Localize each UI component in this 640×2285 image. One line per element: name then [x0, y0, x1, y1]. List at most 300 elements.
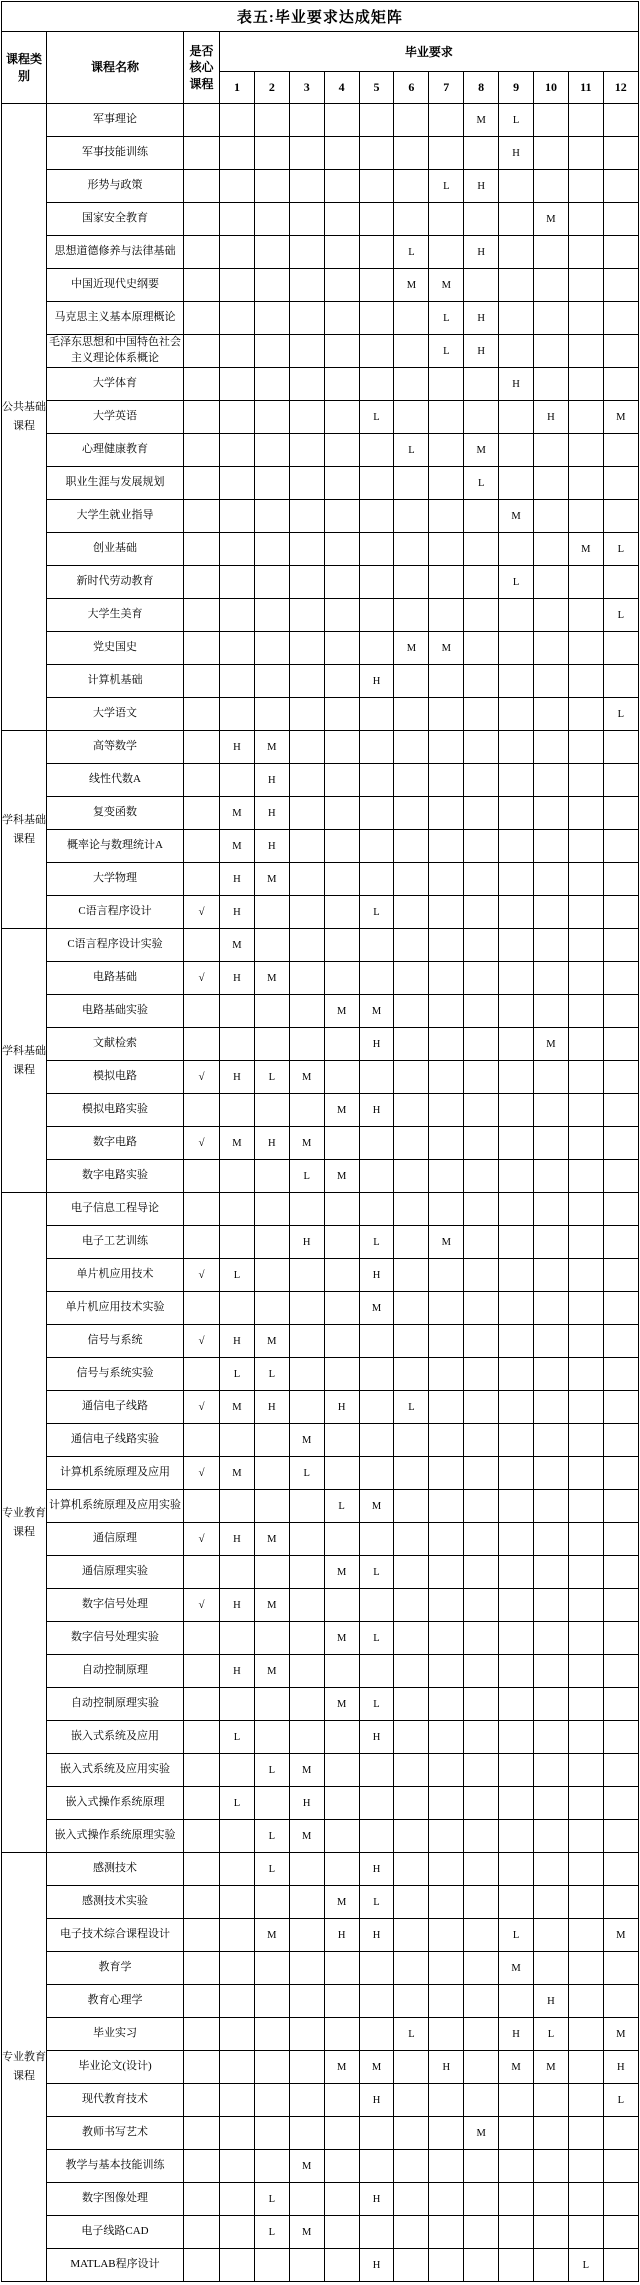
- course-name-cell: 模拟电路实验: [47, 1094, 184, 1127]
- requirement-12-mark-cell: [603, 302, 638, 335]
- course-row: [2, 1655, 639, 1688]
- requirement-5-mark-cell: [359, 1457, 394, 1490]
- course-name-cell: 大学体育: [47, 368, 184, 401]
- course-name-cell: 中国近现代史纲要: [47, 269, 184, 302]
- title-row: [2, 2, 639, 32]
- requirement-11-mark-cell: [568, 1787, 603, 1820]
- course-name-cell: 电子信息工程导论: [47, 1193, 184, 1226]
- course-row: [2, 2249, 639, 2282]
- requirement-3-mark-cell: [289, 896, 324, 929]
- requirement-10-mark-cell: [534, 533, 569, 566]
- core-course-checkmark-cell: √: [184, 1127, 220, 1160]
- requirement-8-mark-cell: [464, 995, 499, 1028]
- course-row: [2, 2216, 639, 2249]
- requirement-9-mark-cell: H: [499, 137, 534, 170]
- requirement-4-mark-cell: [324, 368, 359, 401]
- course-row: [2, 1193, 639, 1226]
- requirement-2-mark-cell: H: [254, 764, 289, 797]
- requirement-10-mark-cell: [534, 896, 569, 929]
- requirement-5-mark-cell: [359, 698, 394, 731]
- course-name-cell: MATLAB程序设计: [47, 2249, 184, 2282]
- requirement-11-mark-cell: [568, 1688, 603, 1721]
- requirement-10-mark-cell: H: [534, 1985, 569, 2018]
- requirement-1-mark-cell: [220, 335, 255, 368]
- requirement-8-mark-cell: [464, 1688, 499, 1721]
- course-name-cell: 党史国史: [47, 632, 184, 665]
- requirement-6-mark-cell: [394, 137, 429, 170]
- requirement-9-mark-cell: [499, 896, 534, 929]
- requirement-1-mark-cell: [220, 1886, 255, 1919]
- core-course-cell: [184, 764, 220, 797]
- core-course-cell: [184, 1985, 220, 2018]
- requirement-3-mark-cell: [289, 170, 324, 203]
- course-name-cell: 计算机系统原理及应用: [47, 1457, 184, 1490]
- requirement-2-mark-cell: L: [254, 1853, 289, 1886]
- requirement-5-mark-cell: [359, 1325, 394, 1358]
- requirement-8-mark-cell: [464, 2084, 499, 2117]
- requirement-7-mark-cell: [429, 2249, 464, 2282]
- requirement-12-mark-cell: [603, 995, 638, 1028]
- requirement-10-mark-cell: [534, 2249, 569, 2282]
- requirement-5-mark-cell: [359, 863, 394, 896]
- course-name-cell: 心理健康教育: [47, 434, 184, 467]
- requirement-11-mark-cell: [568, 335, 603, 368]
- core-course-cell: [184, 1556, 220, 1589]
- requirement-11-mark-cell: [568, 599, 603, 632]
- requirement-12-mark-cell: [603, 1457, 638, 1490]
- requirement-8-mark-cell: [464, 1457, 499, 1490]
- requirement-4-mark-cell: [324, 632, 359, 665]
- requirement-6-mark-cell: [394, 2183, 429, 2216]
- requirement-7-mark-cell: [429, 665, 464, 698]
- requirement-5-mark-cell: [359, 269, 394, 302]
- requirement-6-mark-cell: [394, 1226, 429, 1259]
- requirement-4-mark-cell: [324, 1259, 359, 1292]
- requirement-8-mark-cell: [464, 2051, 499, 2084]
- document-page: [0, 1, 640, 2285]
- requirement-11-mark-cell: [568, 1292, 603, 1325]
- requirement-5-mark-cell: M: [359, 995, 394, 1028]
- requirement-5-mark-cell: [359, 566, 394, 599]
- requirement-7-mark-cell: [429, 1754, 464, 1787]
- requirement-12-mark-cell: [603, 203, 638, 236]
- requirement-11-mark-cell: [568, 104, 603, 137]
- requirement-6-mark-cell: L: [394, 236, 429, 269]
- requirement-8-mark-cell: [464, 1754, 499, 1787]
- requirement-4-mark-cell: [324, 1820, 359, 1853]
- requirement-2-mark-cell: [254, 236, 289, 269]
- requirement-5-mark-cell: [359, 434, 394, 467]
- requirement-6-mark-cell: [394, 2084, 429, 2117]
- requirement-7-mark-cell: [429, 1556, 464, 1589]
- requirement-5-mark-cell: [359, 2216, 394, 2249]
- requirement-11-mark-cell: [568, 1028, 603, 1061]
- requirement-6-mark-cell: [394, 1424, 429, 1457]
- requirement-11-mark-cell: [568, 830, 603, 863]
- requirement-1-mark-cell: [220, 203, 255, 236]
- requirement-12-mark-cell: [603, 1622, 638, 1655]
- requirement-1-mark-cell: [220, 632, 255, 665]
- requirement-2-mark-cell: [254, 1787, 289, 1820]
- course-name-cell: 数字图像处理: [47, 2183, 184, 2216]
- requirement-4-mark-cell: [324, 2150, 359, 2183]
- requirement-11-mark-cell: [568, 995, 603, 1028]
- requirement-5-mark-cell: H: [359, 665, 394, 698]
- requirement-4-mark-cell: [324, 2183, 359, 2216]
- requirement-9-mark-cell: [499, 335, 534, 368]
- requirement-5-mark-cell: [359, 632, 394, 665]
- requirement-3-mark-cell: [289, 401, 324, 434]
- requirement-5-mark-cell: [359, 137, 394, 170]
- requirement-11-mark-cell: [568, 1721, 603, 1754]
- requirement-1-mark-cell: [220, 2084, 255, 2117]
- requirement-12-mark-cell: L: [603, 698, 638, 731]
- requirement-7-mark-cell: [429, 533, 464, 566]
- requirement-6-mark-cell: [394, 533, 429, 566]
- requirement-9-mark-cell: [499, 1523, 534, 1556]
- requirement-2-mark-cell: [254, 2084, 289, 2117]
- requirement-1-mark-cell: [220, 566, 255, 599]
- requirement-4-mark-cell: [324, 335, 359, 368]
- requirement-2-mark-cell: [254, 1094, 289, 1127]
- requirement-4-mark-cell: [324, 533, 359, 566]
- core-course-cell: [184, 830, 220, 863]
- requirement-3-mark-cell: [289, 1358, 324, 1391]
- requirement-12-mark-cell: [603, 1655, 638, 1688]
- requirement-9-mark-cell: [499, 698, 534, 731]
- requirement-7-mark-cell: [429, 731, 464, 764]
- requirement-1-mark-cell: M: [220, 929, 255, 962]
- course-name-cell: 高等数学: [47, 731, 184, 764]
- core-course-cell: [184, 1952, 220, 1985]
- requirement-12-mark-cell: M: [603, 1919, 638, 1952]
- core-course-checkmark-cell: √: [184, 1457, 220, 1490]
- requirement-9-mark-cell: [499, 1292, 534, 1325]
- core-course-checkmark-cell: √: [184, 1259, 220, 1292]
- requirement-7-mark-cell: [429, 1490, 464, 1523]
- requirement-7-mark-cell: [429, 764, 464, 797]
- requirement-7-mark-cell: [429, 2117, 464, 2150]
- requirement-8-mark-cell: [464, 1391, 499, 1424]
- requirement-1-mark-cell: [220, 434, 255, 467]
- requirement-8-mark-cell: [464, 2183, 499, 2216]
- requirement-6-mark-cell: [394, 929, 429, 962]
- requirement-3-mark-cell: [289, 2084, 324, 2117]
- course-name-cell: 军事理论: [47, 104, 184, 137]
- requirement-11-mark-cell: [568, 632, 603, 665]
- requirement-9-mark-cell: [499, 1160, 534, 1193]
- requirement-1-mark-cell: [220, 1424, 255, 1457]
- core-course-cell: [184, 863, 220, 896]
- requirement-9-mark-cell: [499, 1589, 534, 1622]
- requirement-4-mark-cell: [324, 1226, 359, 1259]
- course-name-cell: 大学物理: [47, 863, 184, 896]
- requirement-10-mark-cell: [534, 1655, 569, 1688]
- requirement-4-mark-cell: [324, 1457, 359, 1490]
- requirement-4-mark-cell: [324, 170, 359, 203]
- requirement-1-mark-cell: [220, 1292, 255, 1325]
- requirement-6-mark-cell: [394, 104, 429, 137]
- requirement-12-mark-cell: [603, 368, 638, 401]
- requirement-3-mark-cell: M: [289, 1061, 324, 1094]
- requirement-3-mark-cell: [289, 302, 324, 335]
- requirement-6-mark-cell: L: [394, 1391, 429, 1424]
- course-name-cell: 毕业论文(设计): [47, 2051, 184, 2084]
- requirement-7-mark-cell: [429, 1259, 464, 1292]
- requirement-2-mark-cell: H: [254, 1127, 289, 1160]
- requirement-2-mark-cell: [254, 2249, 289, 2282]
- requirement-12-mark-cell: [603, 1853, 638, 1886]
- requirement-6-mark-cell: [394, 764, 429, 797]
- requirement-1-mark-cell: H: [220, 1655, 255, 1688]
- requirement-6-mark-cell: L: [394, 2018, 429, 2051]
- requirement-10-mark-cell: [534, 1622, 569, 1655]
- course-name-cell: 教学与基本技能训练: [47, 2150, 184, 2183]
- requirement-10-mark-cell: [534, 1787, 569, 1820]
- requirement-5-mark-cell: L: [359, 1226, 394, 1259]
- core-course-checkmark-cell: √: [184, 1325, 220, 1358]
- requirement-1-mark-cell: [220, 2117, 255, 2150]
- requirement-12-mark-cell: [603, 863, 638, 896]
- requirement-10-mark-cell: [534, 566, 569, 599]
- requirement-11-mark-cell: [568, 1919, 603, 1952]
- requirement-2-mark-cell: [254, 2150, 289, 2183]
- requirement-1-mark-cell: [220, 599, 255, 632]
- requirement-1-mark-cell: [220, 1754, 255, 1787]
- requirement-2-mark-cell: [254, 335, 289, 368]
- requirement-3-mark-cell: [289, 2249, 324, 2282]
- course-row: [2, 500, 639, 533]
- requirement-10-mark-cell: [534, 1490, 569, 1523]
- requirement-1-mark-cell: M: [220, 1127, 255, 1160]
- requirement-9-mark-cell: [499, 1325, 534, 1358]
- requirement-5-mark-cell: [359, 1985, 394, 2018]
- requirement-2-mark-cell: [254, 1721, 289, 1754]
- requirement-6-mark-cell: [394, 1589, 429, 1622]
- requirement-6-mark-cell: [394, 1721, 429, 1754]
- requirement-6-mark-cell: [394, 1127, 429, 1160]
- course-name-cell: C语言程序设计: [47, 896, 184, 929]
- requirement-11-mark-cell: [568, 797, 603, 830]
- requirement-2-mark-cell: [254, 401, 289, 434]
- course-row: [2, 434, 639, 467]
- core-course-checkmark-cell: √: [184, 896, 220, 929]
- requirement-9-mark-cell: [499, 1457, 534, 1490]
- requirement-8-mark-cell: [464, 863, 499, 896]
- requirement-4-mark-cell: [324, 1589, 359, 1622]
- course-row: [2, 1556, 639, 1589]
- requirement-3-mark-cell: M: [289, 1127, 324, 1160]
- course-row: [2, 1292, 639, 1325]
- requirement-9-mark-cell: [499, 599, 534, 632]
- requirement-9-mark-cell: [499, 203, 534, 236]
- course-name-cell: 感测技术: [47, 1853, 184, 1886]
- requirement-10-mark-cell: [534, 170, 569, 203]
- course-row: [2, 566, 639, 599]
- requirement-12-mark-cell: [603, 1127, 638, 1160]
- requirement-10-mark-cell: [534, 1820, 569, 1853]
- requirement-12-mark-cell: [603, 1754, 638, 1787]
- course-name-cell: 概率论与数理统计A: [47, 830, 184, 863]
- header-requirement-2: 2: [254, 72, 289, 104]
- requirement-9-mark-cell: [499, 665, 534, 698]
- requirement-6-mark-cell: [394, 500, 429, 533]
- requirement-5-mark-cell: [359, 1424, 394, 1457]
- requirement-12-mark-cell: [603, 830, 638, 863]
- requirement-10-mark-cell: [534, 731, 569, 764]
- requirement-4-mark-cell: [324, 434, 359, 467]
- course-row: [2, 797, 639, 830]
- requirement-5-mark-cell: [359, 1391, 394, 1424]
- requirement-12-mark-cell: [603, 1820, 638, 1853]
- requirement-4-mark-cell: [324, 2216, 359, 2249]
- course-row: [2, 2183, 639, 2216]
- requirement-1-mark-cell: [220, 104, 255, 137]
- header-course-category: 课程类别: [2, 32, 47, 104]
- requirement-1-mark-cell: [220, 2183, 255, 2216]
- requirement-11-mark-cell: [568, 434, 603, 467]
- requirement-8-mark-cell: [464, 1292, 499, 1325]
- requirement-5-mark-cell: [359, 1655, 394, 1688]
- course-row: [2, 1490, 639, 1523]
- requirement-4-mark-cell: [324, 302, 359, 335]
- requirement-5-mark-cell: H: [359, 2183, 394, 2216]
- course-name-cell: 电路基础实验: [47, 995, 184, 1028]
- requirement-7-mark-cell: [429, 2084, 464, 2117]
- requirement-10-mark-cell: [534, 2183, 569, 2216]
- requirement-11-mark-cell: [568, 302, 603, 335]
- requirement-4-mark-cell: L: [324, 1490, 359, 1523]
- course-row: [2, 962, 639, 995]
- requirement-8-mark-cell: [464, 2150, 499, 2183]
- requirement-3-mark-cell: L: [289, 1457, 324, 1490]
- requirement-5-mark-cell: [359, 203, 394, 236]
- course-row: [2, 830, 639, 863]
- requirement-2-mark-cell: [254, 533, 289, 566]
- course-name-cell: 大学英语: [47, 401, 184, 434]
- requirement-9-mark-cell: [499, 1424, 534, 1457]
- requirement-7-mark-cell: [429, 1688, 464, 1721]
- requirement-2-mark-cell: H: [254, 830, 289, 863]
- course-name-cell: 嵌入式系统及应用: [47, 1721, 184, 1754]
- requirement-8-mark-cell: [464, 1820, 499, 1853]
- requirement-2-mark-cell: [254, 2018, 289, 2051]
- requirement-2-mark-cell: [254, 1292, 289, 1325]
- requirement-5-mark-cell: M: [359, 1490, 394, 1523]
- requirement-6-mark-cell: [394, 335, 429, 368]
- requirement-6-mark-cell: [394, 1358, 429, 1391]
- requirement-11-mark-cell: [568, 1061, 603, 1094]
- requirement-8-mark-cell: [464, 137, 499, 170]
- course-name-cell: 电子线路CAD: [47, 2216, 184, 2249]
- requirement-9-mark-cell: [499, 269, 534, 302]
- requirement-12-mark-cell: [603, 665, 638, 698]
- requirement-3-mark-cell: [289, 368, 324, 401]
- requirement-1-mark-cell: [220, 2249, 255, 2282]
- requirement-10-mark-cell: [534, 995, 569, 1028]
- requirement-8-mark-cell: [464, 401, 499, 434]
- core-course-cell: [184, 2084, 220, 2117]
- requirement-8-mark-cell: [464, 1952, 499, 1985]
- requirement-9-mark-cell: [499, 2084, 534, 2117]
- requirement-12-mark-cell: M: [603, 401, 638, 434]
- requirement-8-mark-cell: [464, 269, 499, 302]
- requirement-12-mark-cell: L: [603, 2084, 638, 2117]
- course-name-cell: 新时代劳动教育: [47, 566, 184, 599]
- requirement-4-mark-cell: H: [324, 1919, 359, 1952]
- requirement-10-mark-cell: [534, 665, 569, 698]
- requirement-10-mark-cell: [534, 1853, 569, 1886]
- requirement-10-mark-cell: [534, 236, 569, 269]
- course-name-cell: 自动控制原理实验: [47, 1688, 184, 1721]
- course-name-cell: 思想道德修养与法律基础: [47, 236, 184, 269]
- requirement-12-mark-cell: [603, 962, 638, 995]
- course-row: [2, 2084, 639, 2117]
- requirement-1-mark-cell: [220, 1985, 255, 2018]
- course-row: [2, 863, 639, 896]
- requirement-4-mark-cell: [324, 764, 359, 797]
- core-course-cell: [184, 2117, 220, 2150]
- requirement-3-mark-cell: [289, 1853, 324, 1886]
- requirement-10-mark-cell: [534, 2084, 569, 2117]
- core-course-checkmark-cell: √: [184, 1523, 220, 1556]
- course-row: [2, 1094, 639, 1127]
- requirement-5-mark-cell: [359, 533, 394, 566]
- requirement-11-mark-cell: [568, 2018, 603, 2051]
- header-requirement-7: 7: [429, 72, 464, 104]
- requirement-11-mark-cell: [568, 2084, 603, 2117]
- requirement-11-mark-cell: [568, 1193, 603, 1226]
- requirement-12-mark-cell: [603, 731, 638, 764]
- requirement-12-mark-cell: [603, 137, 638, 170]
- requirement-9-mark-cell: [499, 1688, 534, 1721]
- requirement-9-mark-cell: [499, 2183, 534, 2216]
- requirement-9-mark-cell: [499, 467, 534, 500]
- requirement-6-mark-cell: [394, 665, 429, 698]
- requirement-7-mark-cell: [429, 1523, 464, 1556]
- course-row: [2, 929, 639, 962]
- requirement-12-mark-cell: H: [603, 2051, 638, 2084]
- requirement-12-mark-cell: [603, 1490, 638, 1523]
- requirement-10-mark-cell: [534, 1424, 569, 1457]
- course-name-cell: 嵌入式操作系统原理实验: [47, 1820, 184, 1853]
- requirement-4-mark-cell: [324, 104, 359, 137]
- requirement-8-mark-cell: [464, 566, 499, 599]
- requirement-1-mark-cell: [220, 500, 255, 533]
- requirement-8-mark-cell: [464, 2216, 499, 2249]
- requirement-1-mark-cell: H: [220, 1325, 255, 1358]
- requirement-3-mark-cell: [289, 1325, 324, 1358]
- requirement-9-mark-cell: [499, 1391, 534, 1424]
- requirement-7-mark-cell: [429, 1787, 464, 1820]
- requirement-1-mark-cell: [220, 1226, 255, 1259]
- requirement-2-mark-cell: [254, 2051, 289, 2084]
- requirement-12-mark-cell: [603, 2117, 638, 2150]
- requirement-8-mark-cell: M: [464, 434, 499, 467]
- requirement-2-mark-cell: [254, 1160, 289, 1193]
- core-course-cell: [184, 1853, 220, 1886]
- core-course-cell: [184, 533, 220, 566]
- requirement-11-mark-cell: [568, 467, 603, 500]
- requirement-11-mark-cell: [568, 896, 603, 929]
- requirement-3-mark-cell: [289, 1523, 324, 1556]
- requirement-11-mark-cell: [568, 203, 603, 236]
- requirement-10-mark-cell: [534, 962, 569, 995]
- requirement-9-mark-cell: [499, 1490, 534, 1523]
- requirement-7-mark-cell: [429, 1391, 464, 1424]
- requirement-9-mark-cell: M: [499, 2051, 534, 2084]
- requirement-11-mark-cell: [568, 1226, 603, 1259]
